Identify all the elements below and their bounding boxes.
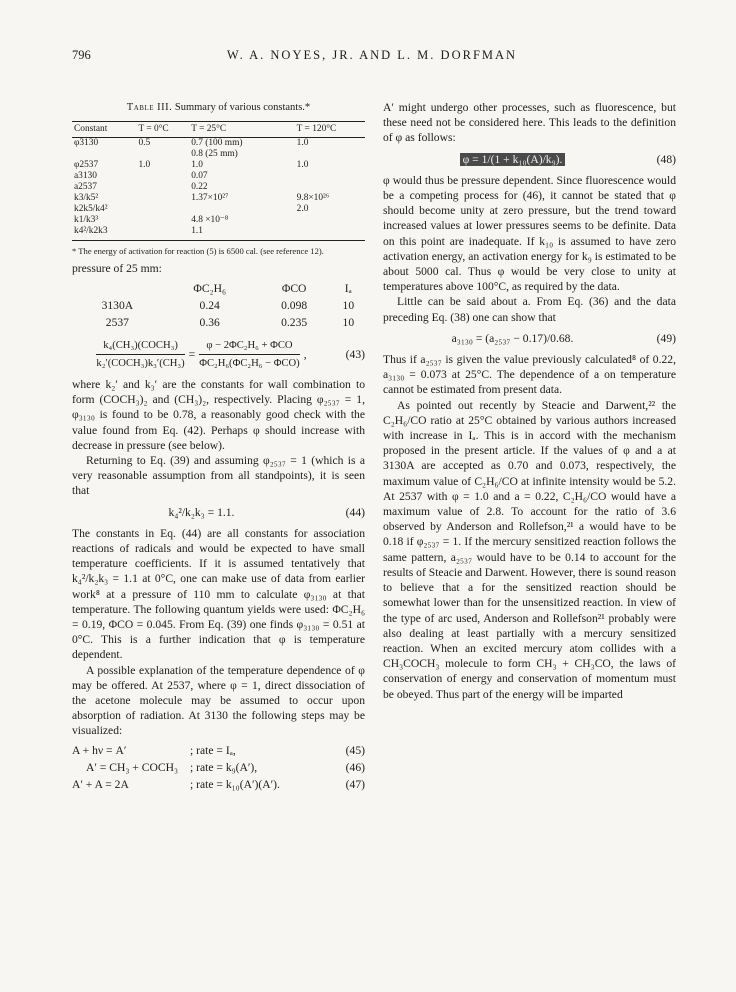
table-cell: k3/k5² <box>74 193 99 204</box>
table-row <box>72 204 365 215</box>
table-cell: a2537 <box>74 182 97 193</box>
table-cell <box>136 226 189 241</box>
equation-number: (46) <box>345 760 365 774</box>
paragraph: A possible explanation of the temperature dependence of φ may be offered. At 2537, where φ = 1, direct dissociation of the acetone molecule may be assumed to occur upon absorption of radiation. At 3130 the following steps may be visualized: <box>72 663 365 738</box>
table-cell <box>295 215 365 226</box>
left-column <box>72 100 365 794</box>
table-header-row <box>72 122 365 138</box>
equation-body: φ = 1/(1 + k₁₀(A)/k₉). <box>460 153 566 166</box>
table-body <box>72 138 365 241</box>
table-cell <box>295 171 365 182</box>
table-cell <box>136 215 189 226</box>
table-row <box>72 149 365 160</box>
table-cell: 1.1 <box>189 226 294 241</box>
table-header-cell: T = 120°C <box>295 122 365 138</box>
table-cell <box>136 182 189 193</box>
denominator: ΦC₂H₆(ΦC₂H₆ − ΦCO) <box>199 357 300 369</box>
equation-49 <box>383 331 676 346</box>
reaction-rate: ; rate = k₁₀(A′)(A′). <box>190 778 280 791</box>
table-cell: 1.0 <box>296 160 309 171</box>
reaction-rate: ; rate = k₉(A′), <box>190 760 258 774</box>
table-cell: 10 <box>342 316 355 330</box>
table-cell: 0.22 <box>191 182 208 193</box>
paragraph: A′ might undergo other processes, such as fluorescence, but these need not be considered here. This leads to the definition of φ as follows: <box>383 101 676 145</box>
right-column <box>383 100 676 702</box>
table-header-cell: Constant <box>72 122 136 138</box>
reaction-list <box>72 743 365 793</box>
numerator: k₄(CH₃)(COCH₃) <box>96 338 184 355</box>
table-cell: 0.8 (25 mm) <box>191 149 238 160</box>
table-row <box>72 182 365 193</box>
table-row <box>72 193 365 204</box>
paragraph: pressure of 25 mm: <box>72 261 162 275</box>
fraction <box>96 338 184 371</box>
table-cell <box>295 182 365 193</box>
table-footnote: * The energy of activation for reaction (5) is 6500 cal. (see reference 12). <box>72 246 324 257</box>
paragraph: The constants in Eq. (44) are all constants for association reactions of radicals and would be expected to have small temperature coefficients. If it is assumed tentatively that k₄²/k₂k₃ = 1.1 at 0°C, one can make use of data from earlier work⁸ at a pressure of 110 mm to calculate φ₃₁₃₀ at that temperature. The following quantum yields were used: ΦC₂H₆ = 0.19, ΦCO = 0.045. From Eq. (39) one finds φ₃₁₃₀ = 0.51 at 0°C. This is a further indication that φ is temperature dependent. <box>72 526 365 662</box>
table-caption-label: Table III. <box>126 102 173 113</box>
table-cell <box>295 149 365 160</box>
table-cell: 0.5 <box>138 138 151 149</box>
equation-number: (44) <box>345 505 365 519</box>
equation-number: (43) <box>345 347 365 361</box>
table-cell: 2537 <box>105 316 129 330</box>
table-cell <box>189 204 294 215</box>
table-cell: k2k5/k4² <box>74 204 108 215</box>
table-cell <box>72 280 163 297</box>
table-cell: ΦC₂H₆ <box>193 281 227 295</box>
paragraph: Returning to Eq. (39) and assuming φ₂₅₃₇ = 1 (which is a very reasonable assumption from all standpoints), it is seen that <box>72 453 365 498</box>
table-cell: 1.0 <box>138 160 151 171</box>
reaction-47 <box>72 777 365 792</box>
table-cell: 3130A <box>101 299 134 313</box>
table-cell <box>136 193 189 204</box>
table-cell: 0.24 <box>199 299 220 313</box>
table-row <box>72 280 365 297</box>
table-cell: k4²/k2k3 <box>72 226 136 241</box>
table-cell: a3130 <box>74 171 97 182</box>
table-cell: 0.098 <box>281 299 308 313</box>
table-cell: 9.8×10²⁶ <box>296 193 330 204</box>
table-cell: 0.07 <box>191 171 208 182</box>
reaction-rate: ; rate = Iₐ, <box>190 743 236 757</box>
table-row <box>72 138 365 150</box>
paragraph: where k₂′ and k₃′ are the constants for wall combination to form (COCH₃)₂ and (CH₃)₂, respectively. Placing φ₂₅₃₇ = 1, φ₃₁₃₀ is found to be 0.78, a reasonably good check with the value found from Eq. (42). Perhaps φ should increase with decrease in pressure (see below). <box>72 377 365 452</box>
paragraph: Little can be said about a. From Eq. (36) and the data preceding Eq. (38) one can show that <box>383 295 676 324</box>
table-cell: φ3130 <box>74 138 99 149</box>
table-cell <box>295 226 365 241</box>
table-cell: 0.235 <box>281 316 308 330</box>
equation-number: (49) <box>656 331 676 345</box>
table-cell <box>136 171 189 182</box>
table-header-cell: T = 0°C <box>136 122 189 138</box>
table-row <box>72 171 365 182</box>
paragraph: Thus if a₂₅₃₇ is given the value previously calculated⁸ of 0.22, a₃₁₃₀ = 0.073 at 25°C. The dependence of a on temperature cannot be estimated from present data. <box>383 353 676 397</box>
table-cell: φ2537 <box>74 160 99 171</box>
table-cell: 2.0 <box>296 204 309 215</box>
fraction <box>199 338 299 371</box>
table-cell: 4.8 ×10⁻⁸ <box>191 215 229 226</box>
equation-body: a₃₁₃₀ = (a₂₅₃₇ − 0.17)/0.68. <box>451 331 574 345</box>
equation-number: (48) <box>656 152 676 166</box>
table-caption <box>72 100 365 115</box>
equation-body: k₄²/k₂k₃ = 1.1. <box>168 505 235 519</box>
table-row <box>72 297 365 314</box>
table-cell <box>136 204 189 215</box>
numerator: φ − 2ΦC₂H₆ + ΦCO <box>199 338 299 355</box>
equation-number: (47) <box>345 778 365 791</box>
table-row <box>72 215 365 226</box>
reaction-equation: A′ = CH₃ + COCH₃ <box>86 760 178 774</box>
running-head: W. A. NOYES, JR. AND L. M. DORFMAN <box>226 48 518 62</box>
table-cell <box>136 149 189 160</box>
reaction-45 <box>72 743 365 758</box>
quantum-yield-table <box>72 280 365 332</box>
table-cell <box>72 149 136 160</box>
table-row <box>72 160 365 171</box>
reaction-equation: A′ + A = 2A <box>72 778 129 791</box>
table-cell: ΦCO <box>281 281 307 295</box>
table-cell: 1.0 <box>296 138 309 149</box>
constants-table <box>72 121 365 241</box>
page-number: 796 <box>72 48 91 62</box>
table-cell: 0.36 <box>199 316 220 330</box>
table-caption-text: Summary of various constants.* <box>174 102 311 113</box>
denominator: k₂′(COCH₃)k₃′(CH₃) <box>96 357 185 369</box>
reaction-equation: A + hν = A′ <box>72 743 127 757</box>
table-cell: 1.37×10²⁷ <box>191 193 229 204</box>
table-cell: Iₐ <box>344 281 352 295</box>
table-cell: 0.7 (100 mm) <box>191 138 243 149</box>
table-cell: 1.0 <box>191 160 203 171</box>
reaction-46 <box>72 760 365 775</box>
equation-44 <box>72 505 365 520</box>
table-header-cell: T = 25°C <box>189 122 294 138</box>
table-row <box>72 314 365 331</box>
equation-number: (45) <box>345 743 365 757</box>
equation-48 <box>383 152 676 167</box>
table-cell: 10 <box>342 299 355 313</box>
equation-43: $\frac{\text{k₄(CH₃)(COCH₃)}}{\text{k₂′(COCH₃)k₃′(CH₃)}}$ = $\frac{\text{φ − 2ΦC₂H₆ + ΦCO}}{\text{ΦC₂H₆(ΦC₂H₆ − ΦCO)}}$ , (43) <box>72 338 365 371</box>
table-row <box>72 226 365 241</box>
table-cell: k1/k3³ <box>74 215 99 226</box>
paragraph: φ would thus be pressure dependent. Since fluorescence would be a competing process for (46), it cannot be stated that φ should become unity at zero pressure, but the trend toward increased values at lower pressures seems to be definite. Data on this point are inadequate. If k₁₀ is assumed to have zero activation energy, an activation energy for k₉ is estimated to be about 5000 cal. Thus φ would be very close to unity at temperatures above 100°C, as required by the data. <box>383 173 676 294</box>
paragraph: As pointed out recently by Steacie and Darwent,²² the C₂H₆/CO ratio at 25°C obtained by various authors increased with increase in Iₐ. This is in accord with the mechanism proposed in the present article. If the values of φ and a at 3130A are accepted as 0.70 and 0.073, respectively, the maximum value of C₂H₆/CO at infinite intensity would be 5.2. At 2537 with φ = 1.0 and a = 0.22, C₂H₆/CO would have a maximum value of 2.8. To account for the ratio of 3.6 observed by Anderson and Rollefson,²¹ a would have to be 0.18 if φ₂₅₃₇ = 1. If the mercury sensitized reaction follows the same pattern, a₂₅₃₇ would have to be 0.14 to account for the results of Steacie and Darwent. However, there is sound reason to believe that a for the sensitized reaction should be somewhat lower than for the unsensitized reaction. In view of the type of arc used, Anderson and Rollefson²¹ probably were also dealing at least partially with a mercury sensitized reaction. When an excited mercury atom collides with a CH₃COCH₃ molecule to form CH₃ + CH₃CO, the laws of conservation of energy and conservation of momentum must be obeyed. Thus part of the energy will be imparted <box>383 398 676 701</box>
